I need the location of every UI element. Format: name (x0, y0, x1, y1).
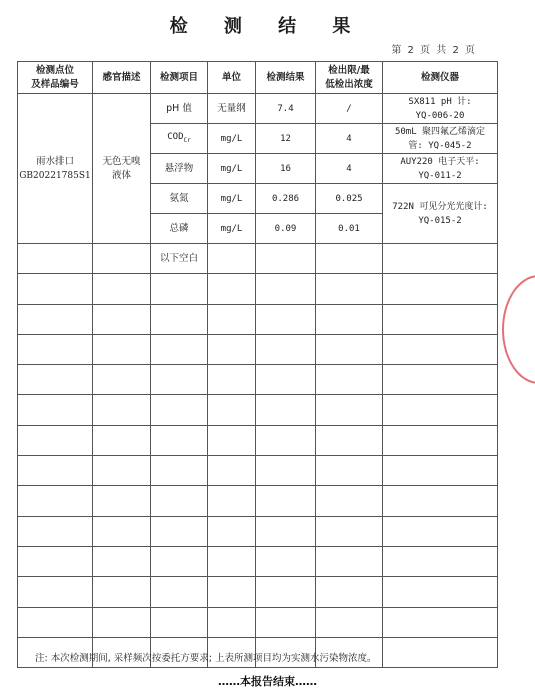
table-row (18, 94, 498, 124)
header-unit: 单位 (208, 62, 256, 94)
limit-cell: 0.025 (316, 184, 383, 214)
table-row-blank (18, 244, 498, 274)
table-row-blank (18, 365, 498, 395)
blank-marker: 以下空白 (151, 244, 208, 274)
item-cod: COD (167, 131, 184, 142)
item-cell (151, 124, 208, 154)
instrument-line2: 管: YQ-045-2 (408, 140, 472, 151)
header-item: 检测项目 (151, 62, 208, 94)
instrument-cell (383, 124, 498, 154)
table-row-blank (18, 304, 498, 334)
table-row-blank (18, 425, 498, 455)
sample-id: GB20221785S1 (19, 170, 91, 181)
table-row-blank (18, 546, 498, 576)
table-row-blank (18, 607, 498, 637)
page-number: 第 2 页 共 2 页 (391, 45, 475, 56)
unit-cell: mg/L (208, 154, 256, 184)
header-location-text: 检测点位 及样品编号 (31, 64, 79, 90)
sensory-description (93, 94, 151, 244)
header-limit-text: 检出限/最 低检出浓度 (325, 64, 373, 90)
header-sensory: 感官描述 (93, 62, 151, 94)
sample-location: 雨水排口 (35, 155, 74, 167)
header-location (18, 62, 93, 94)
sample-location-cell (18, 94, 93, 244)
instrument-line1: 50mL 聚四氟乙烯滴定 (394, 126, 486, 137)
item-cell: 总磷 (151, 214, 208, 244)
item-cod-sub: Cr (183, 136, 191, 144)
table-header-row (18, 62, 498, 94)
instrument-cell (383, 154, 498, 184)
unit-cell: 无量纲 (208, 94, 256, 124)
sensory-text: 无色无嗅 液体 (102, 155, 141, 181)
instrument-cell (383, 94, 498, 124)
item-cell: 氨氮 (151, 184, 208, 214)
table-row-blank (18, 274, 498, 304)
instrument-line2: YQ-006-20 (415, 110, 465, 121)
instrument-line1: 722N 可见分光光度计: (392, 201, 488, 212)
page-title: 检 测 结 果 (169, 16, 366, 37)
header-limit (316, 62, 383, 94)
limit-cell: / (316, 94, 383, 124)
table-row-blank (18, 577, 498, 607)
table-row-blank (18, 456, 498, 486)
result-cell: 7.4 (256, 94, 316, 124)
report-end-marker: ……本报告结束…… (218, 675, 317, 688)
limit-cell: 0.01 (316, 214, 383, 244)
footnote: 注: 本次检测期间, 采样频次按委托方要求; 上表所测项目均为实测水污染物浓度。 (35, 653, 377, 664)
instrument-line2: YQ-015-2 (418, 215, 462, 226)
unit-cell: mg/L (208, 214, 256, 244)
table-row-blank (18, 334, 498, 364)
header-result: 检测结果 (256, 62, 316, 94)
limit-cell: 4 (316, 154, 383, 184)
instrument-line2: YQ-011-2 (418, 170, 462, 181)
instrument-cell (383, 184, 498, 244)
item-cell: pH 值 (151, 94, 208, 124)
item-cell: 悬浮物 (151, 154, 208, 184)
unit-cell: mg/L (208, 124, 256, 154)
instrument-line1: AUY220 电子天平: (400, 156, 480, 167)
limit-cell: 4 (316, 124, 383, 154)
table-row-blank (18, 486, 498, 516)
table-row-blank (18, 516, 498, 546)
result-cell: 0.09 (256, 214, 316, 244)
result-cell: 12 (256, 124, 316, 154)
results-table (17, 61, 498, 668)
table-row-blank (18, 395, 498, 425)
result-cell: 0.286 (256, 184, 316, 214)
result-cell: 16 (256, 154, 316, 184)
header-instrument: 检测仪器 (383, 62, 498, 94)
red-seal-stamp (502, 275, 535, 384)
instrument-line1: SX811 pH 计: (408, 96, 472, 107)
unit-cell: mg/L (208, 184, 256, 214)
